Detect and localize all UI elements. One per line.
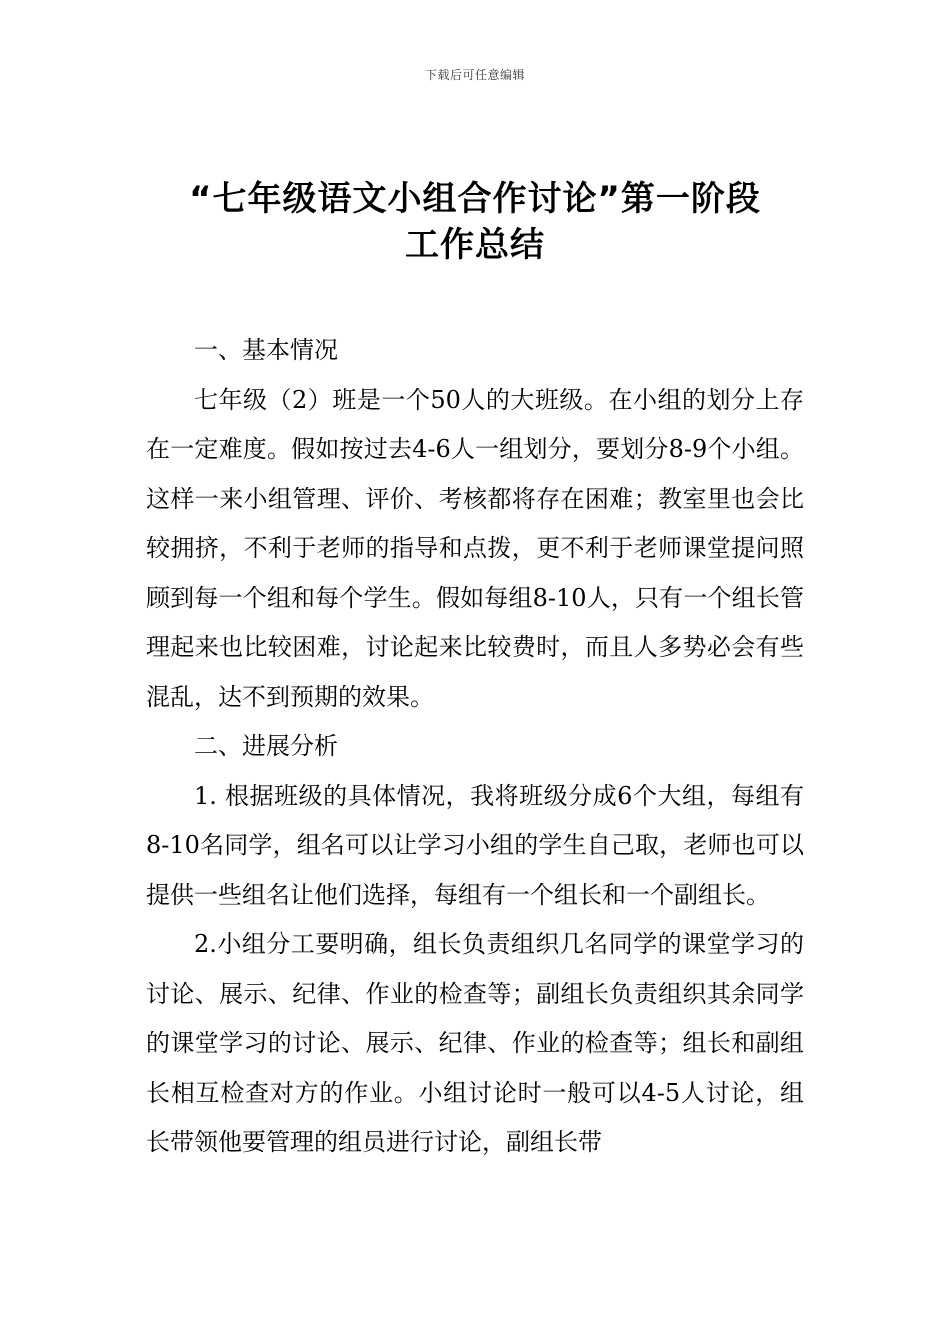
paragraph-item-2: 2.小组分工要明确，组长负责组织几名同学的课堂学习的讨论、展示、纪律、作业的检查等；副组长负责组织其余同学的课堂学习的讨论、展示、纪律、作业的检查等；组长和副组长相互检查对方的作业。小组讨论时一般可以4-5人讨论，组长带领他要管理的组员进行讨论，副组长带 bbox=[146, 930, 804, 1156]
title-line-1: “七年级语文小组合作讨论”第一阶段 bbox=[189, 179, 761, 219]
header-note: 下载后可任意编辑 bbox=[424, 68, 525, 82]
section-heading-progress: 二、进展分析 bbox=[194, 732, 338, 760]
document-body bbox=[146, 326, 804, 1168]
paragraph-basic: 七年级（2）班是一个50人的大班级。在小组的划分上存在一定难度。假如按过去4-6人一组划分，要划分8-9个小组。这样一来小组管理、评价、考核都将存在困难；教室里也会比较拥挤，不利于老师的指导和点拨，更不利于老师课堂提问照顾到每一个组和每个学生。假如每组8-10人，只有一个组长管理起来也比较困难，讨论起来比较费时，而且人多势必会有些混乱，达不到预期的效果。 bbox=[146, 385, 804, 711]
paragraph-item-1: 1. 根据班级的具体情况，我将班级分成6个大组，每组有8-10名同学，组名可以让学习小组的学生自己取，老师也可以提供一些组名让他们选择，每组有一个组长和一个副组长。 bbox=[146, 781, 804, 909]
title-line-2: 工作总结 bbox=[405, 225, 545, 265]
page-title bbox=[100, 176, 850, 268]
section-heading-basic: 一、基本情况 bbox=[194, 336, 338, 364]
